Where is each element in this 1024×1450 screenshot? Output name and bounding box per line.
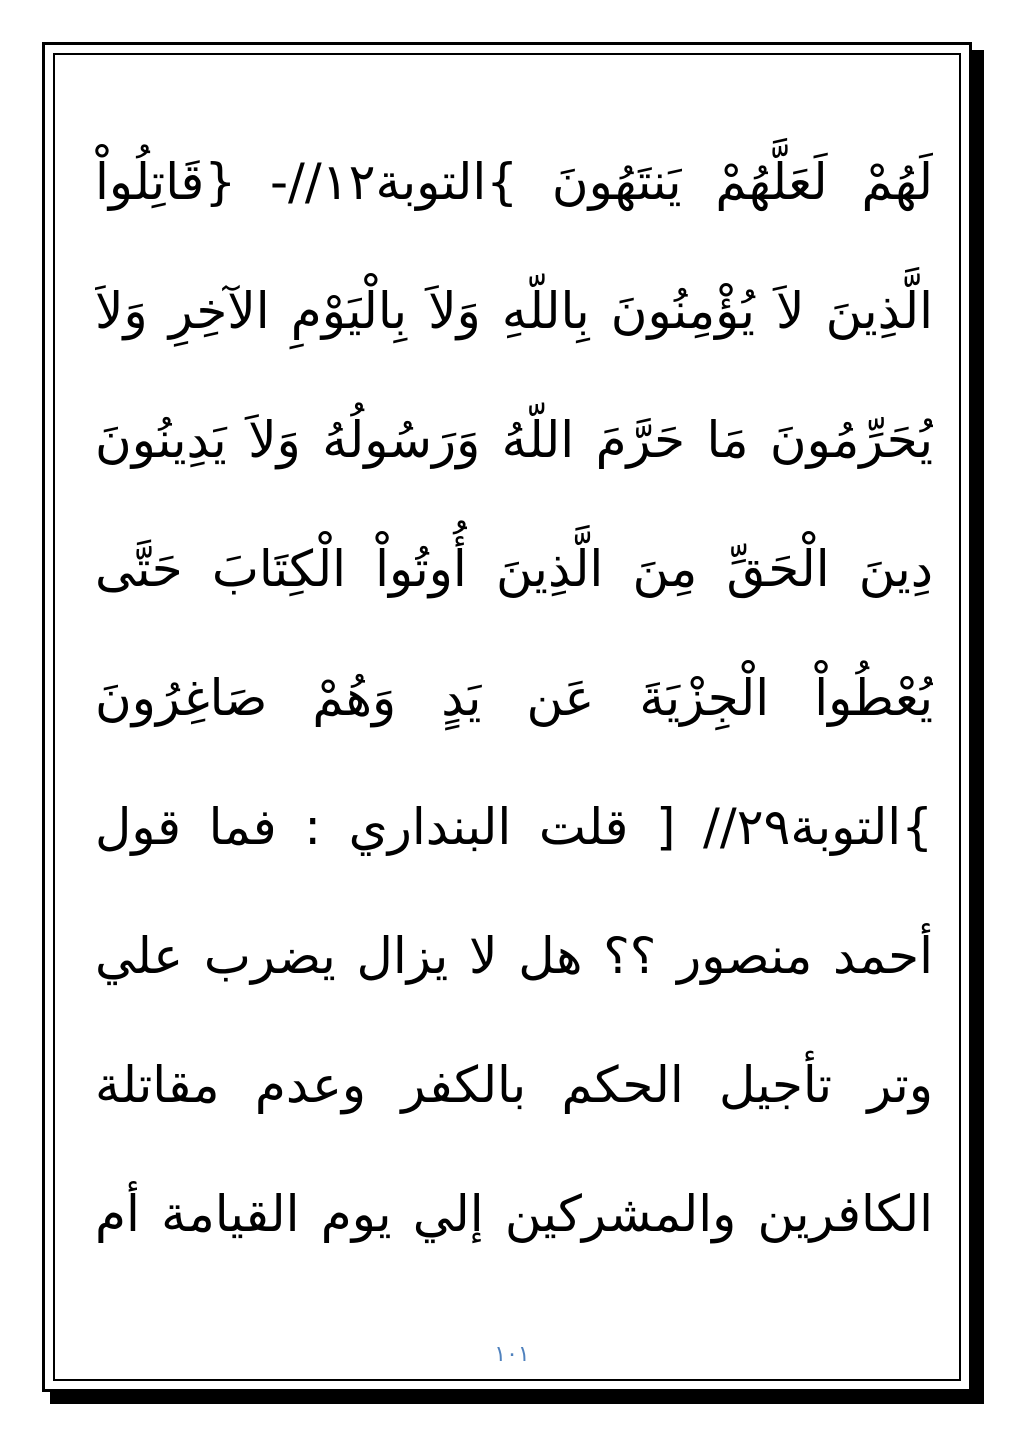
page-number: ١٠١	[494, 1342, 530, 1367]
body-text	[95, 118, 933, 1279]
text-line: يُعْطُواْ الْجِزْيَةَ عَن يَدٍ وَهُمْ صَاغِرُونَ	[95, 669, 933, 727]
text-line: يُحَرِّمُونَ مَا حَرَّمَ اللّهُ وَرَسُولُهُ وَلاَ يَدِينُونَ	[95, 411, 933, 469]
text-line: }التوبة٢٩// [ قلت البنداري : فما قول	[95, 798, 933, 856]
text-line: لَهُمْ لَعَلَّهُمْ يَنتَهُونَ }التوبة١٢//- {قَاتِلُواْ	[95, 153, 933, 211]
text-line: دِينَ الْحَقِّ مِنَ الَّذِينَ أُوتُواْ الْكِتَابَ حَتَّى	[95, 540, 933, 598]
text-line: وتر تأجيل الحكم بالكفر وعدم مقاتلة	[95, 1056, 933, 1114]
text-line: الكافرين والمشركين إلي يوم القيامة أم	[95, 1185, 933, 1243]
text-line: الَّذِينَ لاَ يُؤْمِنُونَ بِاللّهِ وَلاَ بِالْيَوْمِ الآخِرِ وَلاَ	[95, 282, 933, 340]
text-line: أحمد منصور ؟؟ هل لا يزال يضرب علي	[95, 927, 933, 985]
